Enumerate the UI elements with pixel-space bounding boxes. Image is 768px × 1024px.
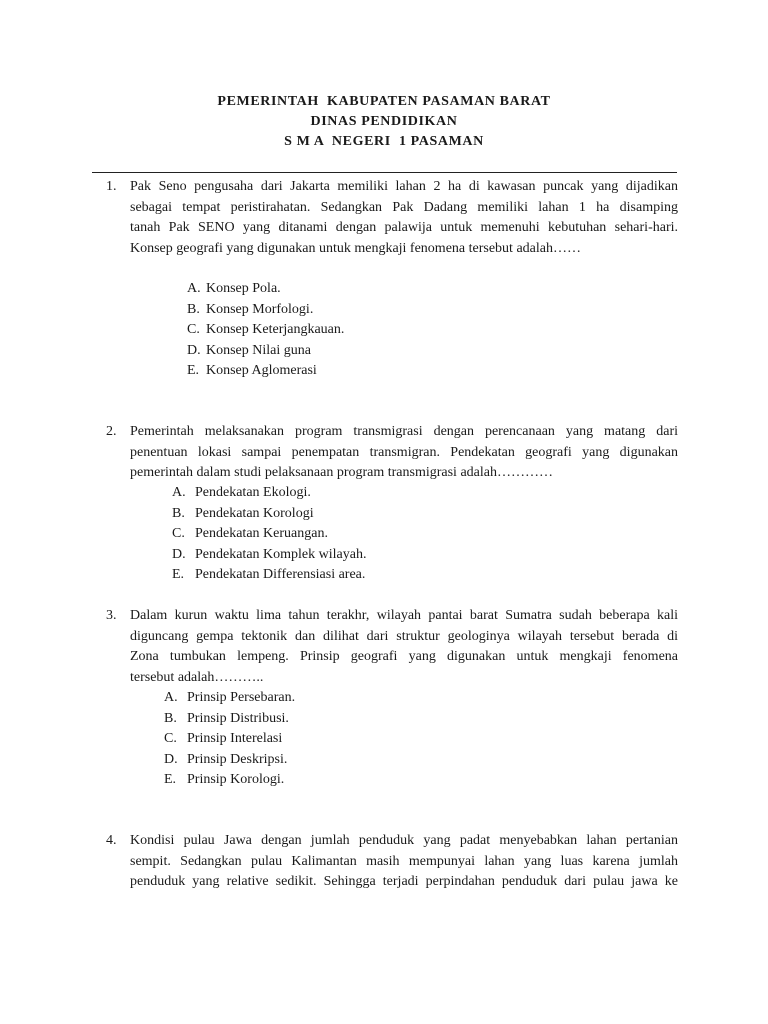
letterhead-department: DINAS PENDIDIKAN	[310, 114, 458, 129]
option-letter: B.	[164, 710, 177, 726]
option-letter: C.	[164, 731, 177, 746]
question-number: 3.	[106, 608, 117, 623]
letterhead-school: S M A NEGERI 1 PASAMAN	[284, 134, 484, 149]
option-text: Konsep Aglomerasi	[206, 363, 317, 378]
question-text	[130, 422, 678, 484]
question-line: Pak Seno pengusaha dari Jakarta memiliki lahan 2 ha di kawasan puncak yang dijadikan	[130, 179, 678, 194]
header-divider	[92, 172, 677, 173]
option-letter: E.	[164, 772, 177, 787]
option-text: Pendekatan Ekologi.	[195, 485, 311, 500]
option-letter: D.	[187, 342, 201, 358]
option-text: Pendekatan Komplek wilayah.	[195, 546, 367, 562]
option-letter: E.	[187, 363, 200, 378]
option-text: Prinsip Korologi.	[187, 772, 285, 787]
option-text: Pendekatan Differensiasi area.	[195, 567, 366, 582]
option-text: Pendekatan Korologi	[195, 505, 314, 521]
option-letter: C.	[187, 322, 200, 337]
question-line: tanah Pak SENO yang ditanami dengan palawija untuk memenuhi kebutuhan sehari-hari.	[130, 220, 678, 235]
question-number: 1.	[106, 179, 117, 194]
question-line: Kondisi pulau Jawa dengan jumlah penduduk yang padat menyebabkan lahan pertanian	[130, 833, 678, 848]
option-letter: A.	[164, 690, 178, 705]
question-line: penentuan lokasi sampai penempatan transmigran. Pendekatan geografi yang digunakan	[130, 444, 678, 460]
question-number: 4.	[106, 833, 117, 848]
question-line: sebagai tempat peristirahatan. Sedangkan Pak Dadang memiliki lahan 1 ha disamping	[130, 199, 678, 215]
option-text: Konsep Pola.	[206, 281, 281, 296]
option-letter: D.	[172, 546, 186, 562]
option-letter: A.	[172, 485, 186, 500]
question-line: sempit. Sedangkan pulau Kalimantan masih mempunyai lahan yang luas karena jumlah	[130, 853, 678, 869]
option-text: Prinsip Distribusi.	[187, 710, 289, 726]
letterhead	[0, 92, 768, 152]
option-letter: C.	[172, 526, 185, 541]
option-letter: E.	[172, 567, 185, 582]
option-letter: B.	[172, 505, 185, 521]
question-line: penduduk yang relative sedikit. Sehingga terjadi perpindahan penduduk dari pulau jawa ke	[130, 874, 678, 889]
question-line: tersebut adalah………..	[130, 669, 264, 685]
question-line: Zona tumbukan lempeng. Prinsip geografi yang digunakan untuk mengkaji fenomena	[130, 649, 678, 664]
question-line: Pemerintah melaksanakan program transmigrasi dengan perencanaan yang matang dari	[130, 424, 678, 439]
question-text	[130, 177, 678, 259]
option-text: Konsep Keterjangkauan.	[206, 322, 345, 337]
option-letter: D.	[164, 751, 178, 767]
question-line: Dalam kurun waktu lima tahun terakhr, wilayah pantai barat Sumatra sudah beberapa kali	[130, 608, 678, 623]
option-text: Prinsip Interelasi	[187, 731, 283, 746]
question-text	[130, 606, 678, 688]
option-letter: A.	[187, 281, 201, 296]
question-line: Konsep geografi yang digunakan untuk mengkaji fenomena tersebut adalah……	[130, 240, 581, 256]
option-text: Konsep Morfologi.	[206, 301, 314, 317]
question-line: diguncang gempa tektonik dan dilihat dari struktur geologinya wilayah tersebut berada di	[130, 628, 678, 644]
option-text: Konsep Nilai guna	[206, 342, 311, 358]
option-text: Prinsip Persebaran.	[187, 690, 296, 705]
question-line: pemerintah dalam studi pelaksanaan program transmigrasi adalah…………	[130, 465, 553, 480]
question-number: 2.	[106, 424, 117, 439]
option-text: Prinsip Deskripsi.	[187, 751, 288, 767]
option-text: Pendekatan Keruangan.	[195, 526, 328, 541]
letterhead-government: PEMERINTAH KABUPATEN PASAMAN BARAT	[217, 94, 551, 109]
option-letter: B.	[187, 301, 200, 317]
question-text	[130, 831, 678, 893]
